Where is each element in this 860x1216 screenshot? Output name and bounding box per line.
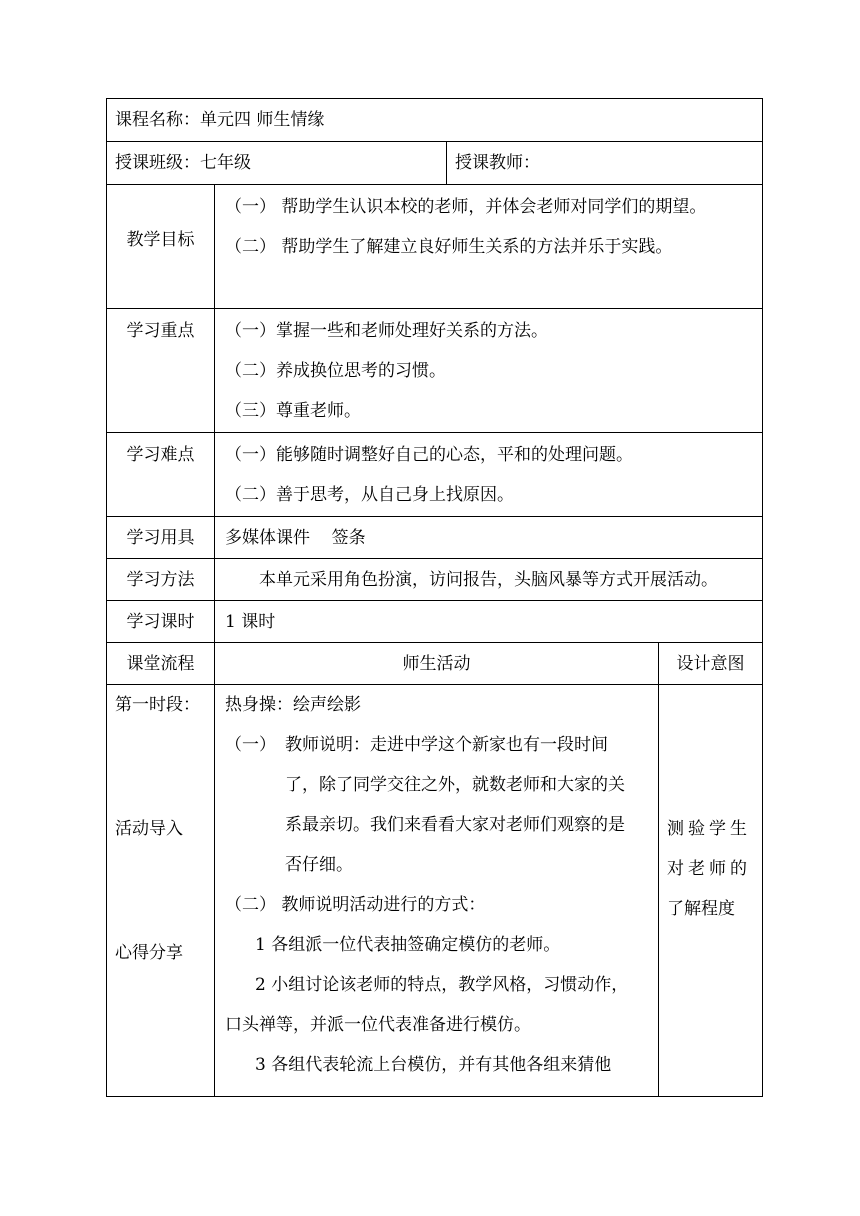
flow-activities <box>215 685 659 1097</box>
row-hours <box>107 601 763 643</box>
flow-header-activity: 师生活动 <box>215 643 659 685</box>
step-2: （二） 教师说明活动进行的方式： <box>225 895 486 915</box>
method-label: 学习方法 <box>107 559 215 601</box>
objective-item: （二） 帮助学生了解建立良好师生关系的方法并乐于实践。 <box>225 237 673 257</box>
course-name: 课程名称：单元四 师生情缘 <box>107 99 763 142</box>
row-difficulties <box>107 433 763 517</box>
stage-item: 活动导入 <box>115 819 183 839</box>
row-key-points <box>107 309 763 433</box>
stage-item: 第一时段： <box>115 695 200 715</box>
key-points-label: 学习重点 <box>126 321 195 341</box>
difficulty-item: （一）能够随时调整好自己的心态，平和的处理问题。 <box>225 445 633 465</box>
row-tools <box>107 517 763 559</box>
row-method <box>107 559 763 601</box>
difficulty-item: （二）善于思考，从自己身上找原因。 <box>225 485 514 505</box>
flow-stages <box>107 685 215 1097</box>
flow-intent <box>659 685 763 1097</box>
row-objectives <box>107 185 763 309</box>
teacher-name: 授课教师： <box>447 142 763 185</box>
step-1 <box>225 725 658 885</box>
activity-title: 热身操：绘声绘影 <box>225 695 361 715</box>
tools-value: 多媒体课件 签条 <box>215 517 763 559</box>
objectives-content <box>215 185 763 309</box>
step-1-line: 教师说明：走进中学这个新家也有一段时间 <box>285 735 608 755</box>
stage-item: 心得分享 <box>115 943 183 963</box>
flow-header-stage: 课堂流程 <box>107 643 215 685</box>
intent-line: 对老师的 <box>667 859 751 879</box>
key-point-item: （三）尊重老师。 <box>225 401 361 421</box>
sub-step-2: 2 小组讨论该老师的特点，教学风格，习惯动作， <box>255 975 629 995</box>
key-point-item: （二）养成换位思考的习惯。 <box>225 361 446 381</box>
objectives-label: 教学目标 <box>107 185 215 309</box>
difficulties-label: 学习难点 <box>126 445 195 465</box>
sub-step-3: 3 各组代表轮流上台模仿，并有其他各组来猜他 <box>255 1055 612 1075</box>
row-flow-body <box>107 685 763 1097</box>
flow-header-intent: 设计意图 <box>659 643 763 685</box>
lesson-plan-table <box>106 98 763 1097</box>
key-points-content <box>215 309 763 433</box>
difficulties-content <box>215 433 763 517</box>
row-class-teacher <box>107 142 763 185</box>
tools-label: 学习用具 <box>107 517 215 559</box>
intent-line: 测验学生 <box>667 819 751 839</box>
step-1-line: 了，除了同学交往之外，就数老师和大家的关 <box>285 775 625 795</box>
sub-step-1: 1 各组派一位代表抽签确定模仿的老师。 <box>255 935 561 955</box>
row-flow-header <box>107 643 763 685</box>
step-1-line: 系最亲切。我们来看看大家对老师们观察的是 <box>285 815 625 835</box>
intent-line: 了解程度 <box>667 899 735 919</box>
step-1-line: 否仔细。 <box>285 855 353 875</box>
class-name: 授课班级：七年级 <box>107 142 447 185</box>
row-course-name <box>107 99 763 142</box>
hours-value: 1 课时 <box>215 601 763 643</box>
key-point-item: （一）掌握一些和老师处理好关系的方法。 <box>225 321 548 341</box>
hours-label: 学习课时 <box>107 601 215 643</box>
method-value: 本单元采用角色扮演，访问报告，头脑风暴等方式开展活动。 <box>215 559 763 601</box>
objective-item: （一） 帮助学生认识本校的老师，并体会老师对同学们的期望。 <box>225 197 707 217</box>
sub-step-2-cont: 口头禅等，并派一位代表准备进行模仿。 <box>225 1015 531 1035</box>
step-1-marker: （一） <box>225 735 276 755</box>
